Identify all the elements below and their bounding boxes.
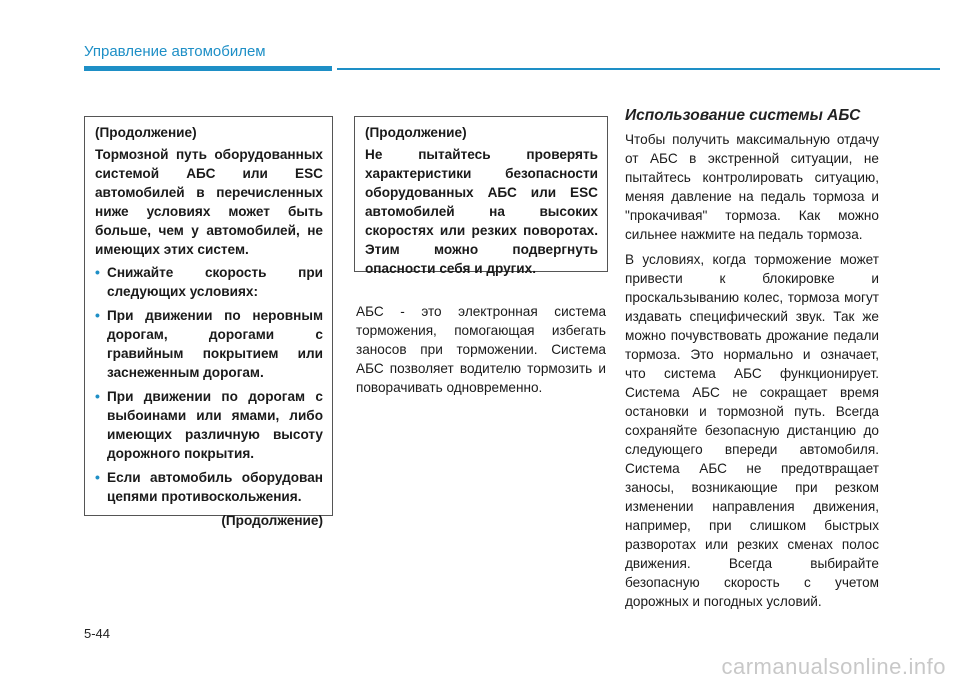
header-rule-thick [84,66,332,71]
bullet-item [95,468,323,506]
bullet-dot-icon: • [95,469,100,485]
bullet-text: Снижайте скорость при следующих условиях: [107,265,323,299]
bullet-text: При движении по дорогам с выбоинами или ямами, либо имеющих различную высоту дорожного покрытия. [107,389,323,461]
section-heading-abs-usage: Использование системы АБС [625,107,861,124]
caution-box-left-title: (Продолжение) [95,125,197,140]
bullet-text: Если автомобиль оборудован цепями противоскольжения. [107,470,323,504]
body-paragraph: В условиях, когда торможение может привести к блокировке и проскальзыванию колес, тормоза могут издавать специфический звук. Так же можно почувствовать дрожание педали тормоза. Это нормально и означает, что система АБС функционирует. Система АБС не сокращает время остановки и тормозной путь. Всегда сохраняйте безопасную дистанцию до следующего впереди автомобиля. Система АБС не предотвращает заносы, возникающие при резком изменении направления движения, например, при слишком быстрых разворотах или резких сменах полос движения. Всегда выбирайте безопасную скорость с учетом дорожных и погодных условий. [625,252,879,609]
page-number: 5-44 [84,626,111,641]
caution-box-mid-title: (Продолжение) [365,125,467,140]
caution-box-left-paragraph: Тормозной путь оборудованных системой АБС или ESC автомобилей в перечисленных ниже условиях может быть больше, чем у автомобилей, не имеющих этих систем. [95,147,323,257]
header-rule-thin [337,68,940,70]
caution-box-mid [354,116,608,276]
caution-box-left [84,116,333,528]
bullet-item [95,306,323,382]
section-header-title: Управление автомобилем [84,43,266,60]
body-paragraph: Чтобы получить максимальную отдачу от АБС в экстренной ситуации, не пытайтесь контролировать ситуацию, меняя давление на педаль тормоза и "прокачивая" тормоза. Как можно сильнее нажмите на педаль тормоза. [625,132,879,242]
abs-description-text: АБС - это электронная система торможения, помогающая избегать заносов при торможении. Система АБС позволяет водителю тормозить и поворачивать одновременно. [356,304,606,395]
bullet-item [95,263,323,301]
bullet-dot-icon: • [95,307,100,323]
right-column-body [625,130,879,617]
caution-box-mid-paragraph: Не пытайтесь проверять характеристики безопасности оборудованных АБС или ESC автомобилей на высоких скоростях или резких поворотах. Этим можно подвергнуть опасности себя и других. [365,147,598,276]
bullet-text: При движении по неровным дорогам, дорогами с гравийным покрытием или заснеженным дорогам. [107,308,323,380]
bullet-item [95,387,323,463]
bullet-dot-icon: • [95,264,100,280]
caution-bullet-list [95,263,323,506]
watermark-text: carmanualsonline.info [721,654,946,679]
bullet-dot-icon: • [95,388,100,404]
caution-box-left-continued: (Продолжение) [221,513,323,528]
